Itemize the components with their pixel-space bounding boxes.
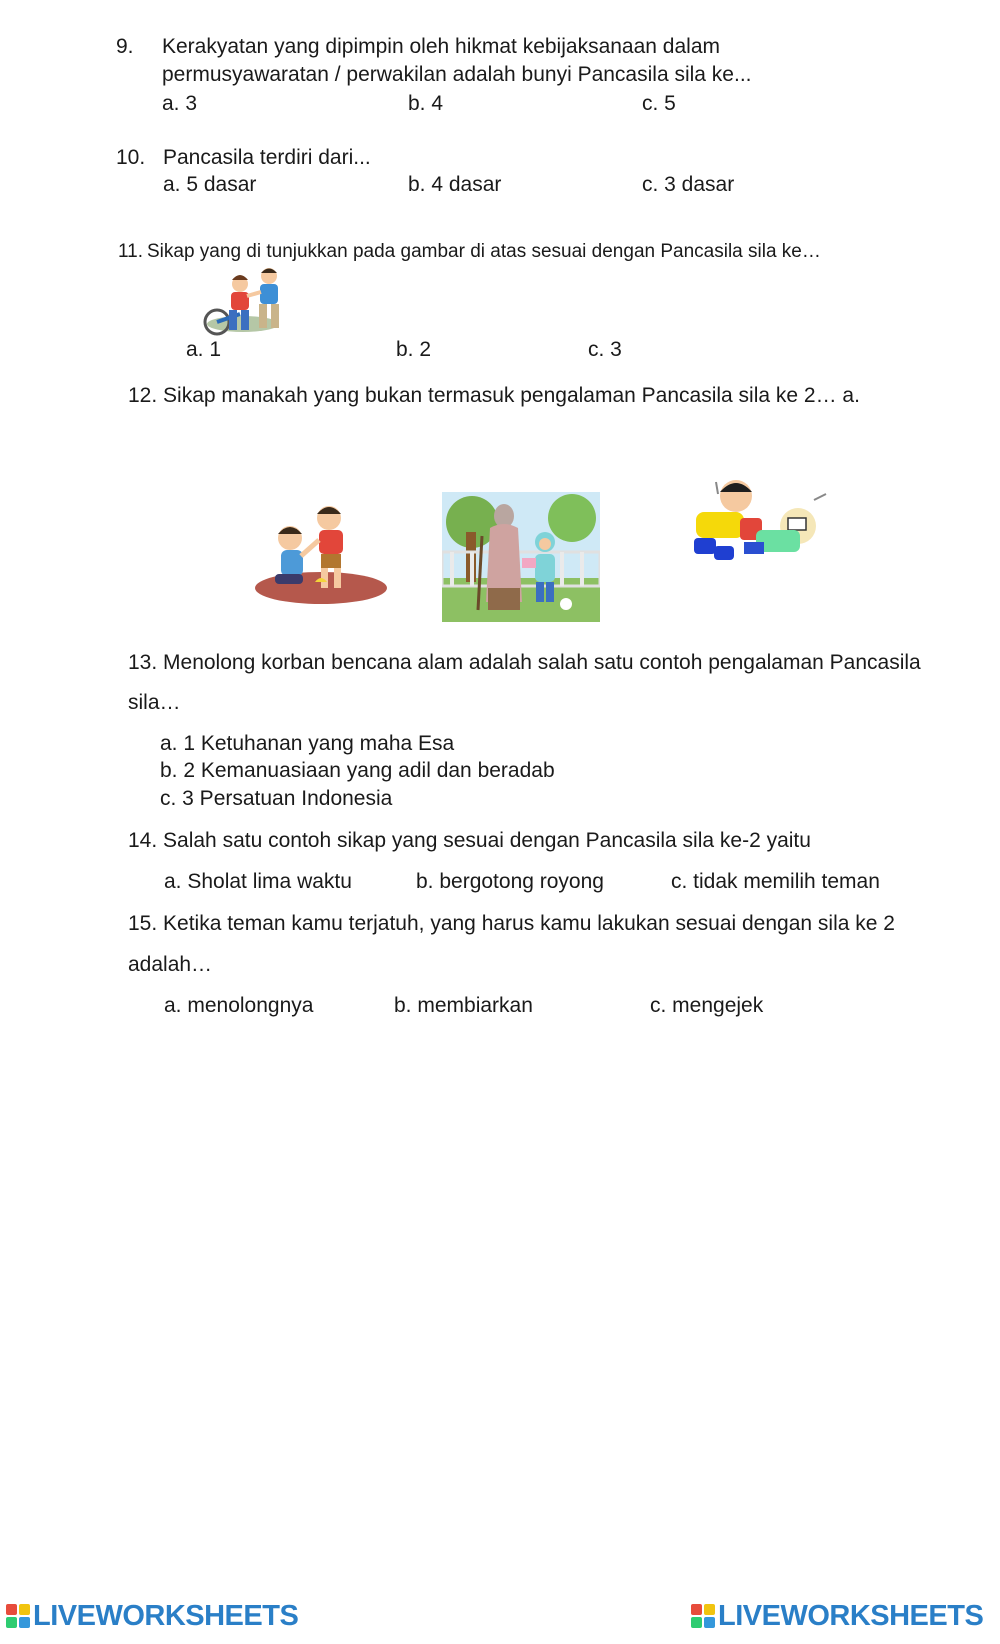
q9-option-c[interactable]: c. 5 (642, 92, 676, 115)
q15-option-c[interactable]: c. mengejek (650, 994, 764, 1017)
q12-text: 12. Sikap manakah yang bukan termasuk pengalaman Pancasila sila ke 2… a. (128, 384, 860, 407)
q15-option-b[interactable]: b. membiarkan (394, 994, 533, 1017)
q9-text-line1: Kerakyatan yang dipimpin oleh hikmat kebijaksanaan dalam (162, 35, 720, 58)
liveworksheets-logo-right[interactable] (691, 1600, 983, 1632)
q15-text-line1: 15. Ketika teman kamu terjatuh, yang harus kamu lakukan sesuai dengan sila ke 2 (128, 912, 895, 935)
q15-option-a[interactable]: a. menolongnya (164, 994, 314, 1017)
q10-text: Pancasila terdiri dari... (163, 146, 371, 169)
q13-option-c[interactable]: c. 3 Persatuan Indonesia (160, 787, 393, 810)
q9-option-b[interactable]: b. 4 (408, 92, 444, 115)
q11-option-b[interactable]: b. 2 (396, 338, 432, 361)
liveworksheets-mark-icon (691, 1604, 715, 1628)
q11-text: Sikap yang di tunjukkan pada gambar di atas sesuai dengan Pancasila sila ke… (147, 241, 821, 262)
q15-text-line2: adalah… (128, 953, 213, 976)
q13-option-b[interactable]: b. 2 Kemanuasiaan yang adil dan beradab (160, 759, 555, 782)
q10-number: 10. (116, 146, 146, 169)
boys-fighting-illustration[interactable] (684, 474, 834, 578)
q11-option-a[interactable]: a. 1 (186, 338, 222, 361)
q11-number: 11. (118, 241, 144, 262)
q10-option-c[interactable]: c. 3 dasar (642, 173, 735, 196)
boy-helping-fallen-boy-illustration[interactable] (253, 500, 389, 608)
children-helping-fallen-friend-illustration (195, 262, 295, 344)
q9-text-line2: permusyawaratan / perwakilan adalah bunyi Pancasila sila ke... (162, 63, 752, 86)
q10-option-b[interactable]: b. 4 dasar (408, 173, 502, 196)
q14-option-c[interactable]: c. tidak memilih teman (671, 870, 880, 893)
q14-option-a[interactable]: a. Sholat lima waktu (164, 870, 352, 893)
q9-number: 9. (116, 35, 134, 58)
liveworksheets-brand-text: LIVEWORKSHEETS (718, 1599, 984, 1632)
q14-option-b[interactable]: b. bergotong royong (416, 870, 604, 893)
liveworksheets-brand-text: LIVEWORKSHEETS (33, 1599, 299, 1632)
liveworksheets-mark-icon (6, 1604, 30, 1628)
liveworksheets-logo-left[interactable] (6, 1600, 298, 1632)
girl-helping-elderly-woman-illustration[interactable] (442, 492, 600, 622)
q13-option-a[interactable]: a. 1 Ketuhanan yang maha Esa (160, 732, 455, 755)
q14-text: 14. Salah satu contoh sikap yang sesuai dengan Pancasila sila ke-2 yaitu (128, 829, 811, 852)
q11-option-c[interactable]: c. 3 (588, 338, 622, 361)
q10-option-a[interactable]: a. 5 dasar (163, 173, 257, 196)
q9-option-a[interactable]: a. 3 (162, 92, 198, 115)
q13-text-line2: sila… (128, 691, 181, 714)
q13-text-line1: 13. Menolong korban bencana alam adalah salah satu contoh pengalaman Pancasila (128, 651, 921, 674)
